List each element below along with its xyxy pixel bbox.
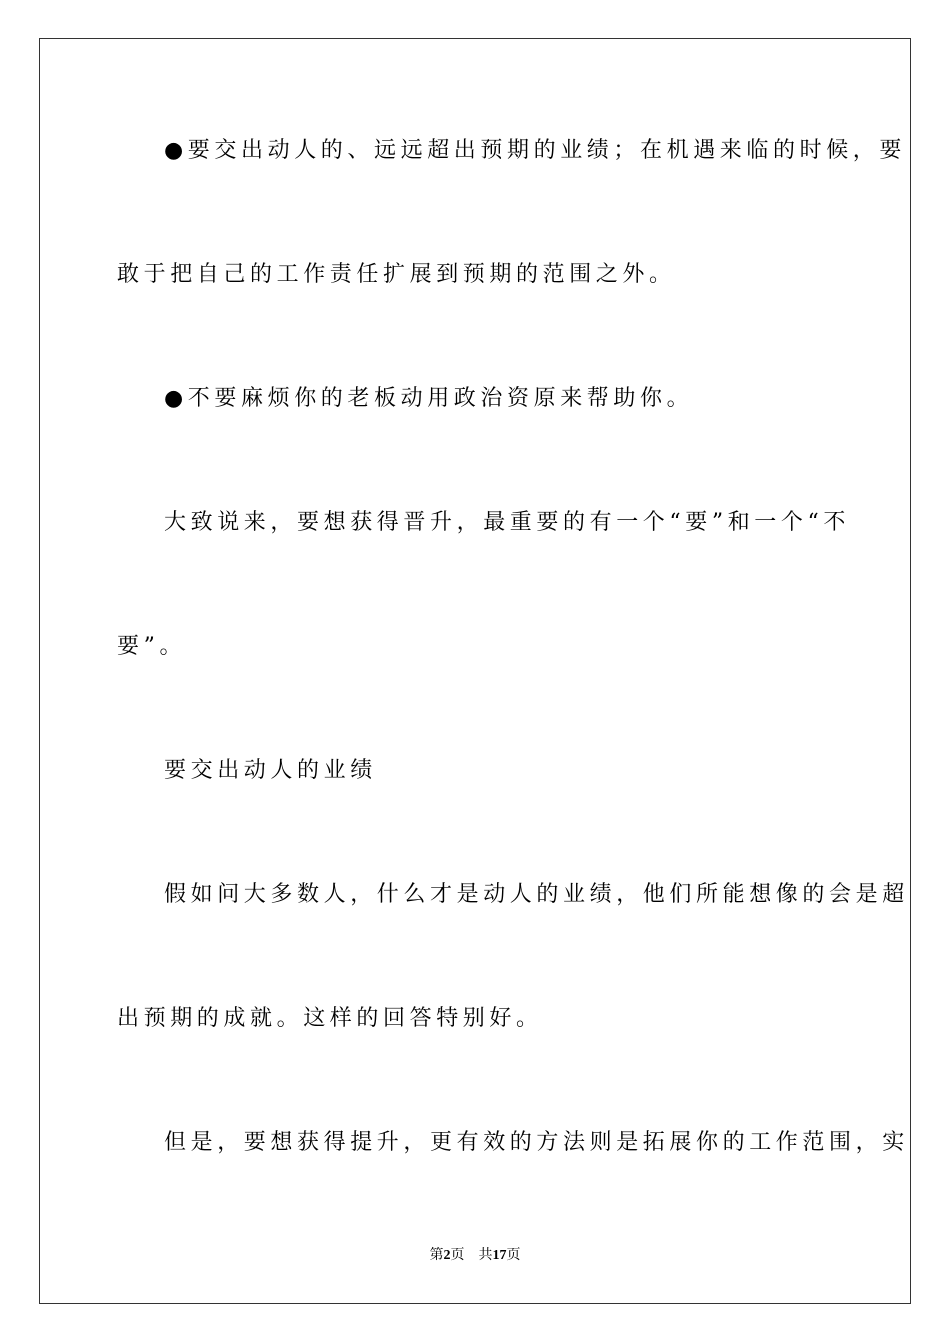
paragraph-3-line-2: 要”。 xyxy=(117,634,187,659)
paragraph-6-line-1: 但是，要想获得提升，更有效的方法则是拓展你的工作范围，实 xyxy=(164,1130,909,1155)
page-prefix: 第 xyxy=(429,1248,444,1263)
page-number: 2 xyxy=(443,1248,451,1263)
paragraph-1-line-2: 敢于把自己的工作责任扩展到预期的范围之外。 xyxy=(117,262,676,287)
page-suffix: 页 xyxy=(450,1248,465,1263)
total-prefix: 共 xyxy=(478,1248,493,1263)
paragraph-2-line-1: ●不要麻烦你的老板动用政治资原来帮助你。 xyxy=(164,386,694,411)
total-suffix: 页 xyxy=(506,1248,521,1263)
paragraph-3-line-1: 大致说来，要想获得晋升，最重要的有一个“要”和一个“不 xyxy=(164,510,850,535)
paragraph-5-line-2: 出预期的成就。这样的回答特别好。 xyxy=(117,1006,543,1031)
page-footer xyxy=(0,1246,950,1266)
total-pages: 17 xyxy=(492,1248,507,1263)
page-border xyxy=(39,38,911,1304)
paragraph-1-line-1: ●要交出动人的、远远超出预期的业绩；在机遇来临的时候，要 xyxy=(164,138,906,163)
section-heading: 要交出动人的业绩 xyxy=(164,758,377,783)
paragraph-5-line-1: 假如问大多数人，什么才是动人的业绩，他们所能想像的会是超 xyxy=(164,882,909,907)
